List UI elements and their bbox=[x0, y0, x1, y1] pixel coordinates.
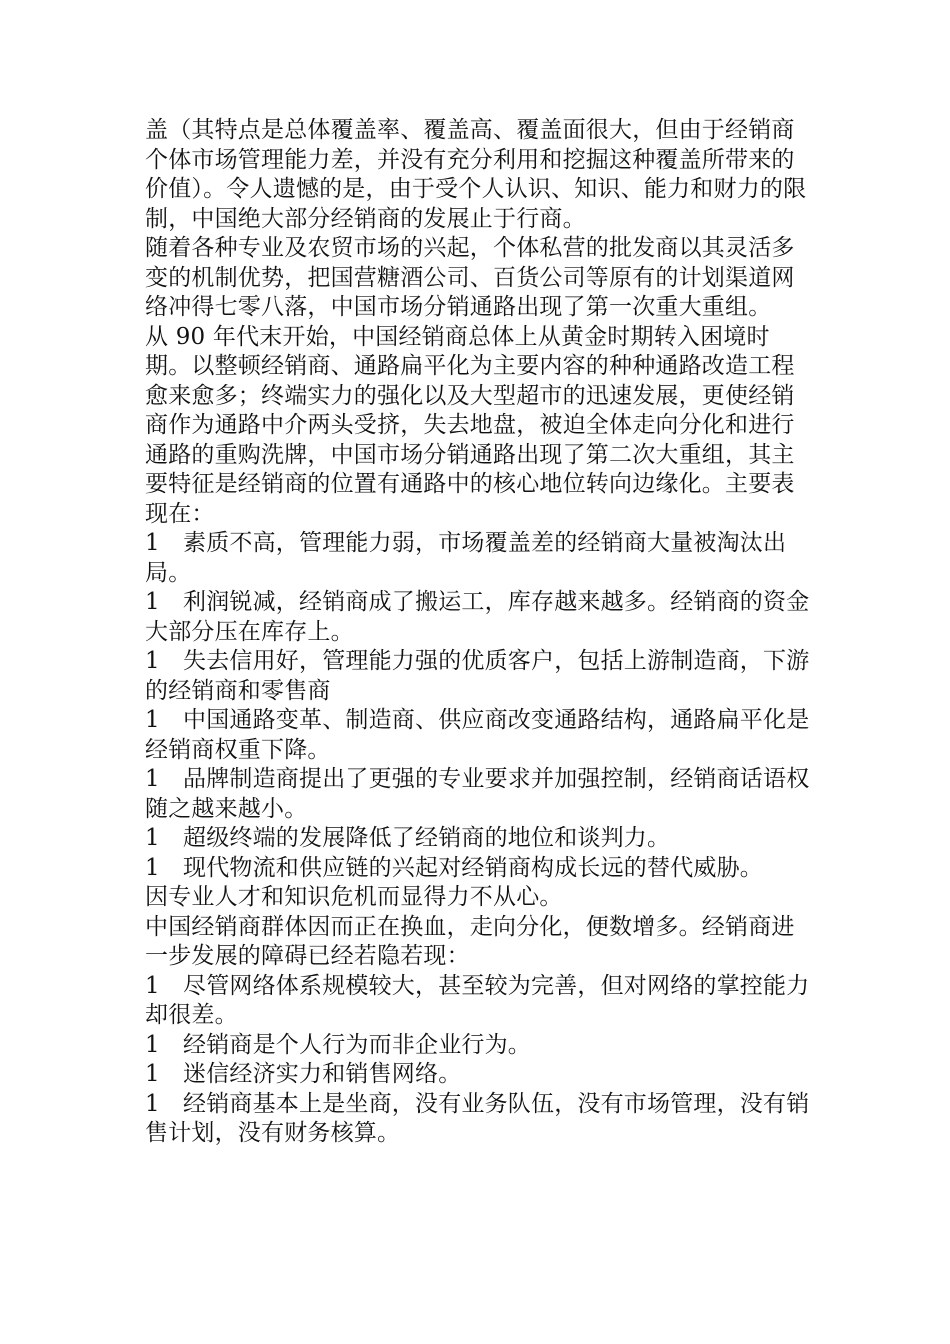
paragraph: 因专业人才和知识危机而显得力不从心。 bbox=[145, 884, 563, 910]
list-item-text: 品牌制造商提出了更强的专业要求并加强控制，经销商话语权随之越来越小。 bbox=[145, 766, 810, 822]
list-item-text: 失去信用好，管理能力强的优质客户，包括上游制造商，下游的经销商和零售商 bbox=[145, 648, 810, 704]
list-number: 1 bbox=[145, 530, 160, 556]
list-item bbox=[145, 1031, 810, 1061]
list-number: 1 bbox=[145, 766, 160, 792]
list-item-text: 超级终端的发展降低了经销商的地位和谈判力。 bbox=[183, 825, 671, 851]
paragraph: 随着各种专业及农贸市场的兴起，个体私营的批发商以其灵活多变的机制优势，把国营糖酒公司、百货公司等原有的计划渠道网络冲得七零八落，中国市场分销通路出现了第一次重大重组。 bbox=[145, 235, 795, 320]
list-item-text: 素质不高，管理能力弱，市场覆盖差的经销商大量被淘汰出局。 bbox=[145, 530, 787, 586]
list-item bbox=[145, 972, 810, 1031]
list-number: 1 bbox=[145, 972, 160, 999]
document-body bbox=[145, 116, 810, 1149]
list-number: 1 bbox=[145, 707, 160, 733]
list-item bbox=[145, 1090, 810, 1149]
list-item-text: 利润锐减，经销商成了搬运工，库存越来越多。经销商的资金大部分压在库存上。 bbox=[145, 589, 810, 645]
paragraph: 盖（其特点是总体覆盖率、覆盖高、覆盖面很大，但由于经销商个体市场管理能力差，并没有充分利用和挖掘这种覆盖所带来的价值）。令人遗憾的是，由于受个人认识、知识、能力和财力的限制，中国绝大部分经销商的发展止于行商。 bbox=[145, 117, 807, 232]
list-number: 1 bbox=[145, 589, 160, 615]
list-item bbox=[145, 588, 810, 647]
list-item-text: 中国通路变革、制造商、供应商改变通路结构，通路扁平化是经销商权重下降。 bbox=[145, 707, 810, 763]
paragraph: 从 90 年代末开始，中国经销商总体上从黄金时期转入困境时期。以整顿经销商、通路扁平化为主要内容的种种通路改造工程愈来愈多；终端实力的强化以及大型超市的迅速发展，更使经销商作为通路中介两头受挤，失去地盘，被迫全体走向分化和进行通路的重购洗牌，中国市场分销通路出现了第二次大重组，其主要特征是经销商的位置有通路中的核心地位转向边缘化。主要表现在： bbox=[145, 323, 795, 527]
list-item bbox=[145, 824, 810, 854]
list-item bbox=[145, 529, 810, 588]
list-number: 1 bbox=[145, 1090, 160, 1117]
list-number: 1 bbox=[145, 854, 160, 881]
list-item-text: 现代物流和供应链的兴起对经销商构成长远的替代威胁。 bbox=[183, 854, 763, 881]
list-item bbox=[145, 765, 810, 824]
list-number: 1 bbox=[145, 1031, 160, 1058]
list-item-text: 尽管网络体系规模较大，甚至较为完善，但对网络的掌控能力却很差。 bbox=[145, 972, 810, 1028]
list-item-text: 经销商是个人行为而非企业行为。 bbox=[183, 1031, 531, 1058]
list-item bbox=[145, 706, 810, 765]
list-number: 1 bbox=[145, 825, 160, 851]
list-number: 1 bbox=[145, 648, 160, 674]
list-item bbox=[145, 854, 810, 884]
list-item-text: 经销商基本上是坐商，没有业务队伍，没有市场管理，没有销售计划，没有财务核算。 bbox=[145, 1090, 810, 1146]
paragraph: 中国经销商群体因而正在换血，走向分化，便数增多。经销商进一步发展的障碍已经若隐若现： bbox=[145, 913, 795, 969]
list-number: 1 bbox=[145, 1061, 160, 1087]
list-item bbox=[145, 647, 810, 706]
list-item-text: 迷信经济实力和销售网络。 bbox=[183, 1061, 462, 1087]
list-item bbox=[145, 1060, 810, 1090]
